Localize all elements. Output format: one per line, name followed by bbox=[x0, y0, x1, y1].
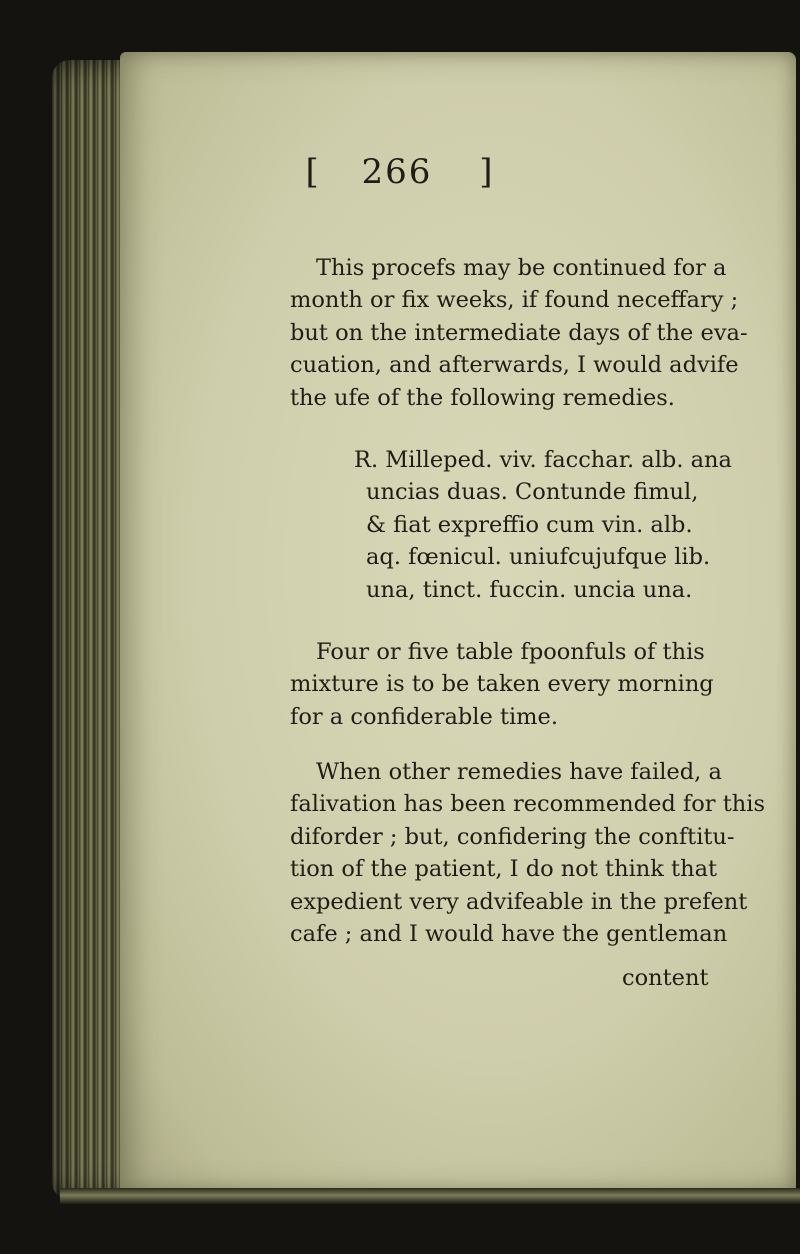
text-line: When other remedies have failed, a bbox=[316, 759, 722, 785]
page-bottom-edge bbox=[60, 1188, 800, 1204]
text-line: R. Milleped. viv. facchar. alb. ana bbox=[354, 447, 732, 473]
text-line: month or fix weeks, if found neceffary ; bbox=[290, 287, 739, 314]
paragraph-1 bbox=[290, 252, 750, 414]
text-line: the ufe of the following remedies. bbox=[290, 384, 675, 411]
text-line: cuation, and afterwards, I would advife bbox=[290, 352, 739, 379]
text-line: for a confiderable time. bbox=[290, 703, 558, 730]
page-header bbox=[0, 152, 800, 192]
prescription bbox=[354, 444, 764, 606]
text-line: but on the intermediate days of the eva- bbox=[290, 319, 748, 346]
text-line: Four or five table fpoonfuls of this bbox=[316, 639, 705, 665]
header-left-bracket: [ bbox=[305, 152, 321, 192]
text-line: cafe ; and I would have the gentleman bbox=[290, 921, 728, 948]
text-line: mixture is to be taken every morning bbox=[290, 671, 714, 698]
book-page bbox=[120, 52, 796, 1192]
catchword: content bbox=[622, 965, 709, 991]
text-line: una, tinct. fuccin. uncia una. bbox=[366, 576, 693, 603]
text-line: expedient very advifeable in the prefent bbox=[290, 888, 748, 915]
text-line: aq. fœnicul. uniufcujufque lib. bbox=[366, 544, 711, 571]
text-line: diforder ; but, confidering the conftitu- bbox=[290, 823, 735, 850]
text-line: This procefs may be continued for a bbox=[316, 255, 727, 281]
header-right-bracket: ] bbox=[479, 152, 495, 192]
text-line: & fiat expreffio cum vin. alb. bbox=[366, 511, 693, 538]
text-line: uncias duas. Contunde fimul, bbox=[366, 479, 699, 506]
paragraph-3 bbox=[290, 756, 765, 950]
paragraph-2 bbox=[290, 636, 750, 733]
text-line: tion of the patient, I do not think that bbox=[290, 856, 718, 883]
page-number: 266 bbox=[361, 152, 433, 192]
text-line: falivation has been recommended for this bbox=[290, 791, 765, 818]
